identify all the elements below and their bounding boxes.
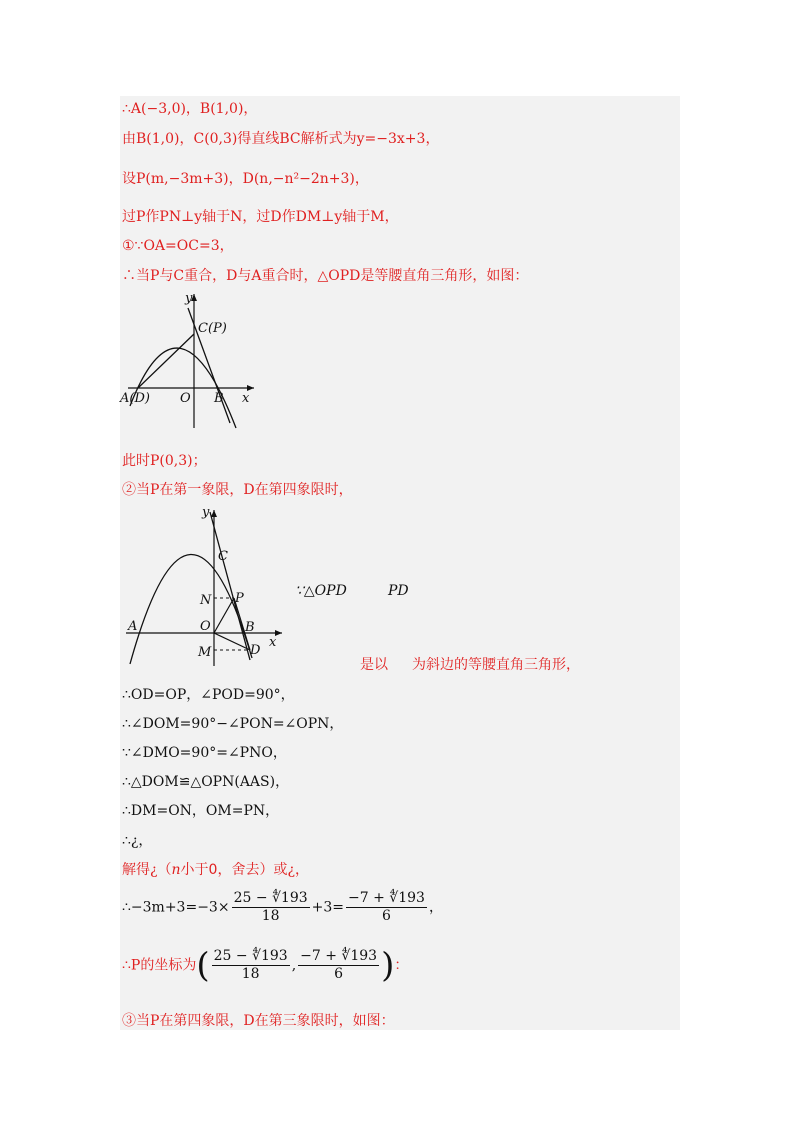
line-7: 此时P(0,3)； <box>122 453 207 469</box>
line-9-triangle: ∵△OPD <box>295 583 347 599</box>
line-14: ∴DM=ON，OM=PN， <box>122 803 280 819</box>
label-ad: A(D) <box>120 391 150 406</box>
line-13: ∴△DOM≌△OPN(AAS)， <box>122 774 290 790</box>
line-1: ∴A(−3,0)，B(1,0)， <box>122 101 258 117</box>
line-3: 设P(m,−3m+3)，D(n,−n²−2n+3)， <box>122 171 369 187</box>
line-19: ③当P在第四象限，D在第三象限时，如图： <box>122 1013 395 1029</box>
label-o: O <box>180 391 191 406</box>
label-a: A <box>128 619 138 634</box>
line-16: 解得¿（n小于0，舍去）或¿， <box>122 862 309 878</box>
line-9-shiyi: 是以 <box>360 657 388 673</box>
fraction-2: $\frac{-7 + ∜193}{6}$ <box>348 890 425 924</box>
segment-od <box>138 334 194 388</box>
label-o: O <box>200 619 211 634</box>
label-c: C <box>218 549 228 564</box>
parabola-curve <box>130 554 252 664</box>
label-b: B <box>245 620 255 635</box>
fraction-4: $\frac{-7 + ∜193}{6}$ <box>300 948 378 982</box>
line-8: ②当P在第一象限，D在第四象限时， <box>122 482 353 498</box>
line-15: ∴¿， <box>122 833 153 849</box>
label-p: P <box>235 591 244 606</box>
y-axis-arrow <box>211 510 217 517</box>
label-y: y <box>185 291 193 306</box>
line-bc <box>210 512 250 660</box>
line-10: ∴OD=OP，∠POD=90°， <box>122 687 295 703</box>
label-y: y <box>202 505 210 520</box>
line-18: ∴P的坐标为( $\frac{25 - ∜193}{18}$ , $\frac{-7 + ∜193}{6}$ )： <box>122 945 409 986</box>
label-x: x <box>242 391 250 406</box>
line-12: ∵∠DMO=90°=∠PNO， <box>122 745 287 761</box>
line-5: ①∵OA=OC=3， <box>122 238 234 254</box>
line-9-pd: PD <box>388 583 409 599</box>
label-n: N <box>200 593 212 608</box>
label-x: x <box>269 635 277 650</box>
line-17: ∴−3m+3=−3× $\frac{25 - ∜193}{18}$ +3= $\frac{-7 + ∜193}{6}$ ， <box>122 890 443 924</box>
line-6: ∴当P与C重合，D与A重合时，△OPD是等腰直角三角形，如图： <box>122 268 529 284</box>
parabola-figure-1 <box>118 288 258 433</box>
label-d: D <box>250 643 261 658</box>
line-4: 过P作PN⊥y轴于N，过D作DM⊥y轴于M， <box>122 209 399 225</box>
fraction-3: $\frac{25 - ∜193}{18}$ <box>213 948 288 982</box>
line-11: ∴∠DOM=90°−∠PON=∠OPN， <box>122 716 344 732</box>
fraction-1: $\frac{25 - ∜193}{18}$ <box>233 890 308 924</box>
segment-op <box>214 598 234 633</box>
line-2: 由B(1,0)，C(0,3)得直线BC解析式为y=−3x+3， <box>122 131 440 147</box>
line-9-rest: 为斜边的等腰直角三角形， <box>412 657 580 673</box>
parabola-figure-2 <box>122 500 287 670</box>
label-b: B <box>214 391 224 406</box>
label-cp: C(P) <box>198 321 227 336</box>
label-m: M <box>198 645 212 660</box>
